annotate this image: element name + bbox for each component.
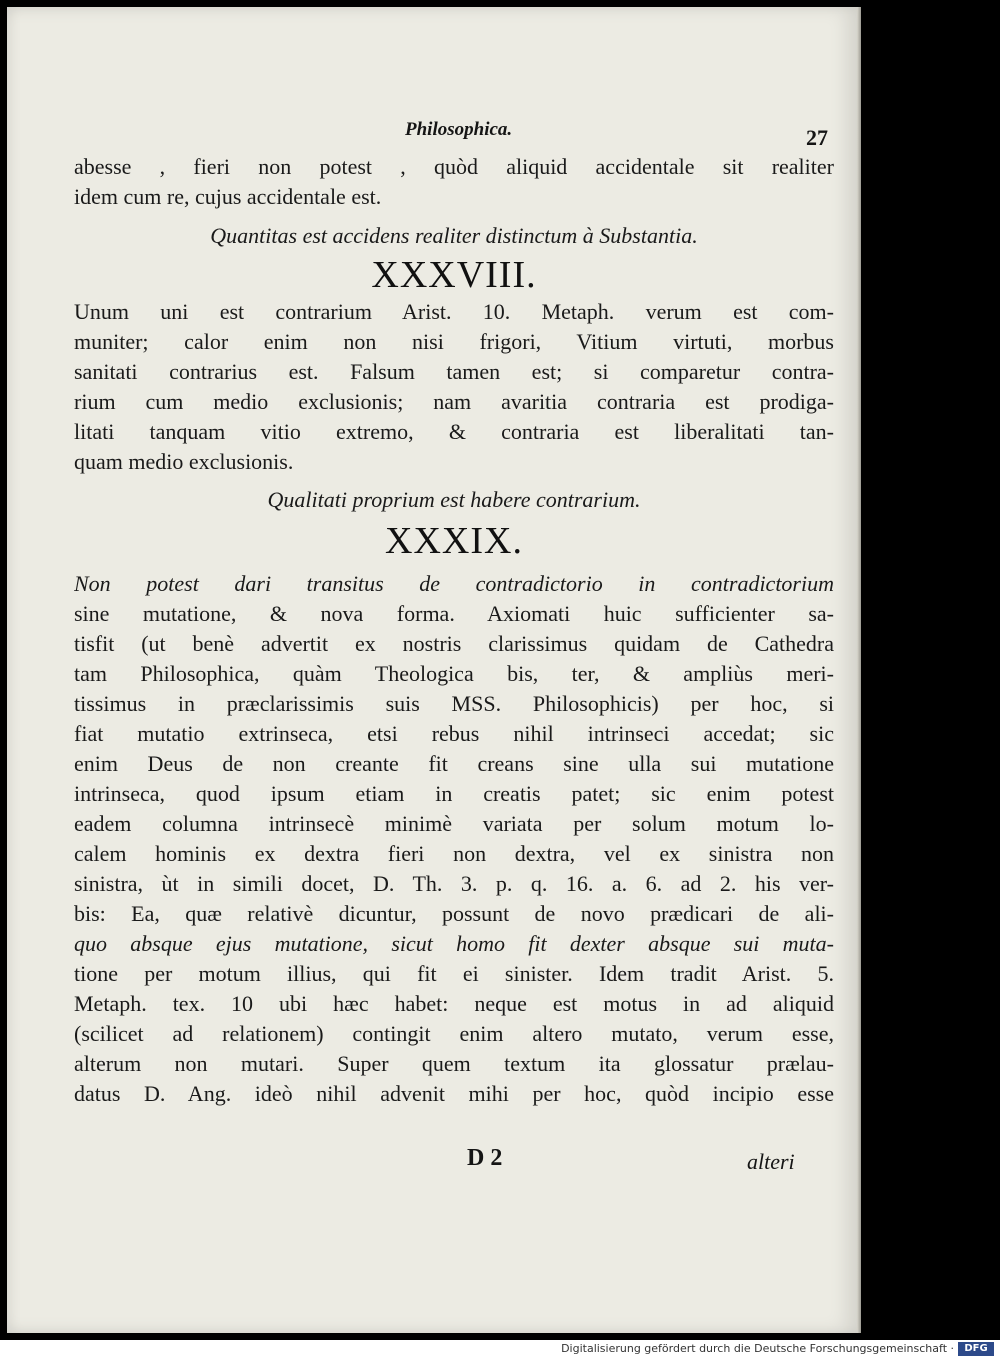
text-line: enim Deus de non creante fit creans sine ulla sui mutatione xyxy=(74,751,834,776)
page-edge xyxy=(857,7,861,1333)
running-title: Philosophica. xyxy=(405,119,513,140)
text-line: datus D. Ang. ideò nihil advenit mihi per hoc, quòd incipio esse xyxy=(74,1081,834,1106)
funding-credit: Digitalisierung gefördert durch die Deutsche Forschungsgemeinschaft · xyxy=(561,1342,954,1355)
thesis-qualitati: Qualitati proprium est habere contrarium. xyxy=(267,487,641,512)
text-line: tisfit (ut benè advertit ex nostris clarissimus quidam de Cathedra xyxy=(74,631,834,656)
text-line: quo absque ejus mutatione, sicut homo fit dexter absque sui muta- xyxy=(74,931,834,956)
text-line: muniter; calor enim non nisi frigori, Vitium virtuti, morbus xyxy=(74,329,834,354)
text-line: tam Philosophica, quàm Theologica bis, ter, & ampliùs meri- xyxy=(74,661,834,686)
catchword: alteri xyxy=(747,1149,795,1174)
signature-mark: D 2 xyxy=(467,1145,503,1171)
section-39-paragraph xyxy=(74,569,834,1109)
text-line: litati tanquam vitio extremo, & contraria est liberalitati tan- xyxy=(74,419,834,444)
dfg-logo-icon: DFG xyxy=(958,1342,994,1356)
text-line: abesse , fieri non potest , quòd aliquid accidentale sit realiter xyxy=(74,154,834,179)
text-line: calem hominis ex dextra fieri non dextra, vel ex sinistra non xyxy=(74,841,834,866)
thesis-quantitas: Quantitas est accidens realiter distinctum à Substantia. xyxy=(210,223,698,248)
text-line: Non potest dari transitus de contradictorio in contradictorium xyxy=(74,571,834,596)
text-line: bis: Ea, quæ relativè dicuntur, possunt de novo prædicari de ali- xyxy=(74,901,834,926)
section-38-paragraph xyxy=(74,297,834,477)
text-line: tione per motum illius, qui fit ei sinister. Idem tradit Arist. 5. xyxy=(74,961,834,986)
text-line: sanitati contrarius est. Falsum tamen est; si comparetur contra- xyxy=(74,359,834,384)
text-line: tissimus in præclarissimis suis MSS. Philosophicis) per hoc, si xyxy=(74,691,834,716)
text-line: alterum non mutari. Super quem textum ita glossatur prælau- xyxy=(74,1051,834,1076)
text-line: fiat mutatio extrinseca, etsi rebus nihil intrinseci accedat; sic xyxy=(74,721,834,746)
text-line: (scilicet ad relationem) contingit enim altero mutato, verum esse, xyxy=(74,1021,834,1046)
section-heading-38: XXXVIII. xyxy=(371,254,537,296)
text-line: quam medio exclusionis. xyxy=(74,449,294,474)
digitization-footer xyxy=(0,1340,1000,1359)
text-line: sinistra, ùt in simili docet, D. Th. 3. p. q. 16. a. 6. ad 2. his ver- xyxy=(74,871,834,896)
text-line: Unum uni est contrarium Arist. 10. Metaph. verum est com- xyxy=(74,299,834,324)
page-number: 27 xyxy=(806,125,828,150)
text-line: eadem columna intrinsecè minimè variata per solum motum lo- xyxy=(74,811,834,836)
text-line: sine mutatione, & nova forma. Axiomati huic sufficienter sa- xyxy=(74,601,834,626)
section-heading-39: XXXIX. xyxy=(385,520,523,562)
text-line: Metaph. tex. 10 ubi hæc habet: neque est motus in ad aliquid xyxy=(74,991,834,1016)
opening-paragraph xyxy=(74,152,834,212)
text-line: intrinseca, quod ipsum etiam in creatis patet; sic enim potest xyxy=(74,781,834,806)
text-line: idem cum re, cujus accidentale est. xyxy=(74,184,382,209)
book-page xyxy=(7,7,857,1333)
text-line: rium cum medio exclusionis; nam avaritia contraria est prodiga- xyxy=(74,389,834,414)
